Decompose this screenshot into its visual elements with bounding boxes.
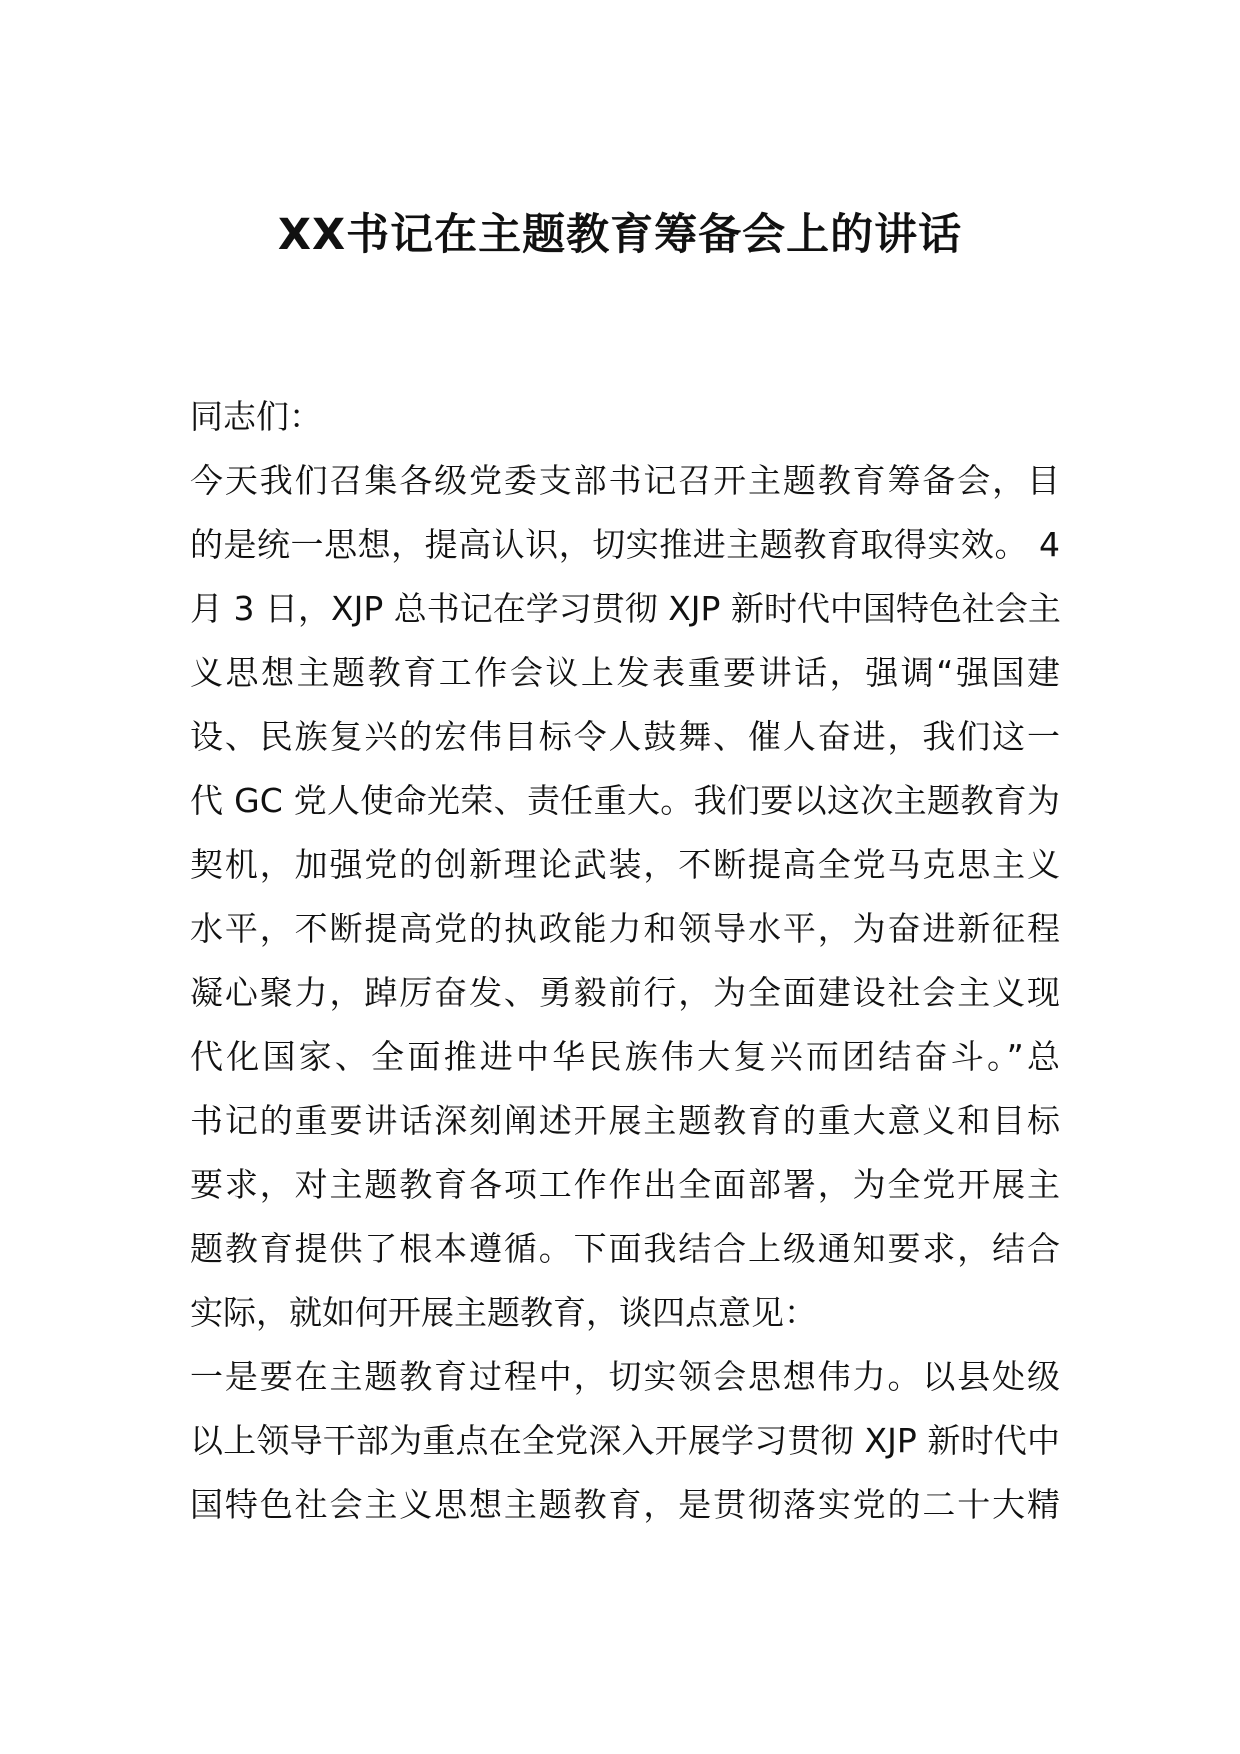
paragraph-line: 凝心聚力，踔厉奋发、勇毅前行，为全面建设社会主义现 — [190, 973, 1060, 1012]
paragraph-line: 的是统一思想，提高认识，切实推进主题教育取得实效。 4 — [190, 525, 1060, 564]
paragraph-line: 今天我们召集各级党委支部书记召开主题教育筹备会，目 — [190, 461, 1060, 500]
paragraph-line: 月 3 日，XJP 总书记在学习贯彻 XJP 新时代中国特色社会主 — [190, 589, 1061, 628]
paragraph-line: 要求，对主题教育各项工作作出全面部署，为全党开展主 — [190, 1165, 1060, 1204]
paragraph-line: 水平，不断提高党的执政能力和领导水平，为奋进新征程 — [190, 909, 1060, 948]
document-title: XX书记在主题教育筹备会上的讲话 — [277, 210, 963, 260]
paragraph-line: 代化国家、全面推进中华民族伟大复兴而团结奋斗。”总 — [190, 1037, 1060, 1076]
paragraph-line: 义思想主题教育工作会议上发表重要讲话，强调“强国建 — [190, 653, 1060, 692]
paragraph-line: 以上领导干部为重点在全党深入开展学习贯彻 XJP 新时代中 — [190, 1421, 1060, 1460]
document-body — [190, 385, 1060, 1537]
paragraph-line: 契机，加强党的创新理论武装，不断提高全党马克思主义 — [190, 845, 1060, 884]
salutation: 同志们： — [190, 397, 322, 436]
paragraph-line: 设、民族复兴的宏伟目标令人鼓舞、催人奋进，我们这一 — [190, 717, 1060, 756]
paragraph-line: 代 GC 党人使命光荣、责任重大。我们要以这次主题教育为 — [190, 781, 1060, 820]
paragraph-line: 一是要在主题教育过程中，切实领会思想伟力。以县处级 — [190, 1357, 1060, 1396]
paragraph-line: 书记的重要讲话深刻阐述开展主题教育的重大意义和目标 — [190, 1101, 1060, 1140]
paragraph-line: 实际，就如何开展主题教育，谈四点意见： — [190, 1293, 817, 1332]
paragraph-line: 题教育提供了根本遵循。下面我结合上级通知要求，结合 — [190, 1229, 1060, 1268]
paragraph-line: 国特色社会主义思想主题教育，是贯彻落实党的二十大精 — [190, 1485, 1060, 1524]
